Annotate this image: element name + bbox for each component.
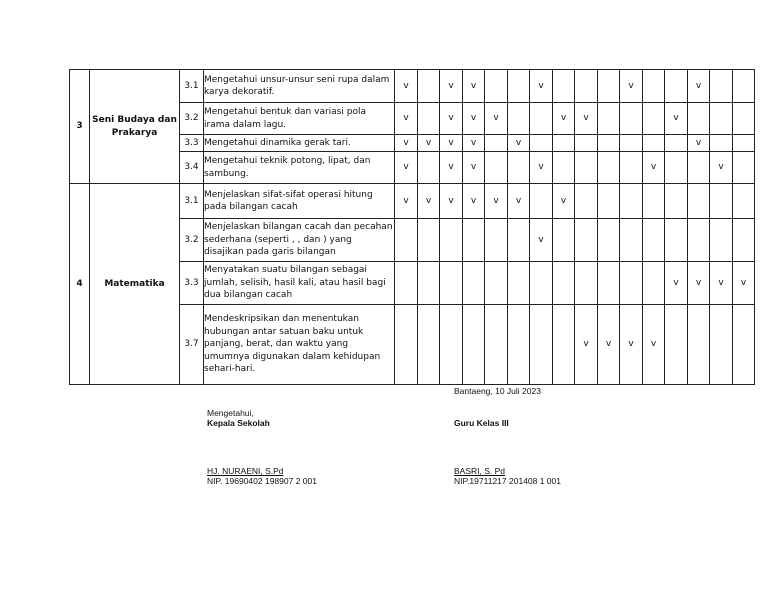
check-cell: v [733,262,755,305]
check-cell [575,152,598,184]
check-cell [620,184,643,219]
group-number: 3 [70,70,90,184]
check-cell [643,70,665,103]
check-cell [710,184,733,219]
check-cell: v [665,103,688,135]
check-cell [733,103,755,135]
check-cell [733,219,755,262]
check-cell: v [440,135,463,152]
check-cell [643,184,665,219]
check-cell: v [395,152,418,184]
check-cell [665,184,688,219]
check-cell: v [688,262,710,305]
check-cell [485,135,508,152]
check-cell [643,219,665,262]
check-cell [733,305,755,385]
check-cell: v [440,184,463,219]
check-cell [440,262,463,305]
competency-code: 3.4 [180,152,204,184]
check-cell [733,135,755,152]
check-cell [418,152,440,184]
check-cell [710,103,733,135]
check-cell [508,70,530,103]
check-cell [598,135,620,152]
check-cell [575,184,598,219]
check-cell [643,103,665,135]
check-cell [733,70,755,103]
check-cell [395,219,418,262]
competency-code: 3.3 [180,262,204,305]
check-cell [688,103,710,135]
competency-description: Menyatakan suatu bilangan sebagai jumlah, selisih, hasil kali, atau hasil bagi dua bilangan cacah [204,262,395,305]
check-cell [688,305,710,385]
check-cell [463,305,485,385]
competency-description: Mengetahui bentuk dan variasi pola irama dalam lagu. [204,103,395,135]
left-role: Kepala Sekolah [207,418,270,428]
competency-code: 3.3 [180,135,204,152]
check-cell [440,305,463,385]
check-cell [463,262,485,305]
check-cell [440,219,463,262]
check-cell: v [485,184,508,219]
check-cell [553,305,575,385]
check-cell: v [508,135,530,152]
check-cell: v [463,103,485,135]
check-cell [485,305,508,385]
check-cell [575,262,598,305]
place-date: Bantaeng, 10 Juli 2023 [454,386,541,396]
competency-code: 3.2 [180,103,204,135]
table-row [70,70,755,103]
check-cell [530,262,553,305]
check-cell [598,184,620,219]
check-cell: v [463,152,485,184]
competency-description: Mengetahui dinamika gerak tari. [204,135,395,152]
check-cell: v [508,184,530,219]
check-cell [553,152,575,184]
check-cell: v [418,184,440,219]
check-cell: v [440,103,463,135]
check-cell [508,103,530,135]
check-cell [395,305,418,385]
check-cell: v [643,305,665,385]
check-cell: v [463,135,485,152]
check-cell: v [530,152,553,184]
check-cell: v [440,70,463,103]
check-cell: v [710,262,733,305]
check-cell: v [553,184,575,219]
right-name: BASRI, S. Pd [454,466,506,476]
check-cell: v [688,135,710,152]
competency-code: 3.1 [180,70,204,103]
check-cell [620,135,643,152]
check-cell: v [395,70,418,103]
check-cell [463,219,485,262]
right-nip: NIP.19711217 201408 1 001 [454,476,561,486]
check-cell [620,152,643,184]
competency-code: 3.7 [180,305,204,385]
check-cell [553,70,575,103]
check-cell [620,103,643,135]
check-cell: v [418,135,440,152]
check-cell [598,70,620,103]
check-cell [418,305,440,385]
check-cell [620,262,643,305]
check-cell [688,152,710,184]
check-cell [688,219,710,262]
check-cell [710,70,733,103]
check-cell [508,219,530,262]
check-cell [643,135,665,152]
right-role: Guru Kelas III [454,418,509,428]
check-cell [665,219,688,262]
check-cell [508,152,530,184]
check-cell: v [395,103,418,135]
check-cell [575,219,598,262]
check-cell: v [440,152,463,184]
check-cell [508,305,530,385]
check-cell [598,152,620,184]
check-cell [620,219,643,262]
check-cell: v [530,219,553,262]
check-cell [665,152,688,184]
check-cell [710,305,733,385]
check-cell [575,135,598,152]
check-cell [530,135,553,152]
check-cell [598,262,620,305]
group-number: 4 [70,184,90,385]
check-cell [485,262,508,305]
check-cell: v [665,262,688,305]
check-cell [575,70,598,103]
check-cell [733,152,755,184]
check-cell: v [688,70,710,103]
check-cell [665,70,688,103]
check-cell [530,103,553,135]
check-cell: v [395,184,418,219]
check-cell [553,219,575,262]
check-cell [710,219,733,262]
competency-description: Menjelaskan sifat-sifat operasi hitung pada bilangan cacah [204,184,395,219]
subject-name: Matematika [90,184,180,385]
left-name: HJ. NURAENI, S.Pd [207,466,284,476]
check-cell: v [620,305,643,385]
competency-description: Menjelaskan bilangan cacah dan pecahan sederhana (seperti , , dan ) yang disajikan pada garis bilangan [204,219,395,262]
check-cell: v [553,103,575,135]
left-nip: NIP. 19690402 198907 2 001 [207,476,317,486]
check-cell: v [575,305,598,385]
check-cell: v [598,305,620,385]
check-cell [485,152,508,184]
check-cell [485,219,508,262]
check-cell [598,219,620,262]
check-cell [418,219,440,262]
check-cell [553,135,575,152]
competency-description: Mengetahui teknik potong, lipat, dan sambung. [204,152,395,184]
check-cell [688,184,710,219]
check-cell [530,184,553,219]
check-cell [508,262,530,305]
check-cell: v [463,70,485,103]
competency-description: Mendeskripsikan dan menentukan hubungan antar satuan baku untuk panjang, berat, dan waktu yang umumnya digunakan dalam kehidupan sehari-hari. [204,305,395,385]
check-cell: v [485,103,508,135]
check-cell: v [710,152,733,184]
check-cell: v [395,135,418,152]
check-cell: v [463,184,485,219]
check-cell [485,70,508,103]
check-cell [665,305,688,385]
left-label: Mengetahui, [207,408,254,418]
check-cell [598,103,620,135]
check-cell [643,262,665,305]
check-cell [418,103,440,135]
check-cell: v [530,70,553,103]
check-cell [665,135,688,152]
competency-description: Mengetahui unsur-unsur seni rupa dalam karya dekoratif. [204,70,395,103]
competency-code: 3.1 [180,184,204,219]
check-cell: v [643,152,665,184]
table-row [70,184,755,219]
check-cell [710,135,733,152]
competency-code: 3.2 [180,219,204,262]
check-cell [733,184,755,219]
check-cell [553,262,575,305]
check-cell [530,305,553,385]
check-cell [418,262,440,305]
check-cell: v [620,70,643,103]
subject-name: Seni Budaya dan Prakarya [90,70,180,184]
assessment-table [69,69,755,385]
check-cell: v [575,103,598,135]
check-cell [418,70,440,103]
check-cell [395,262,418,305]
